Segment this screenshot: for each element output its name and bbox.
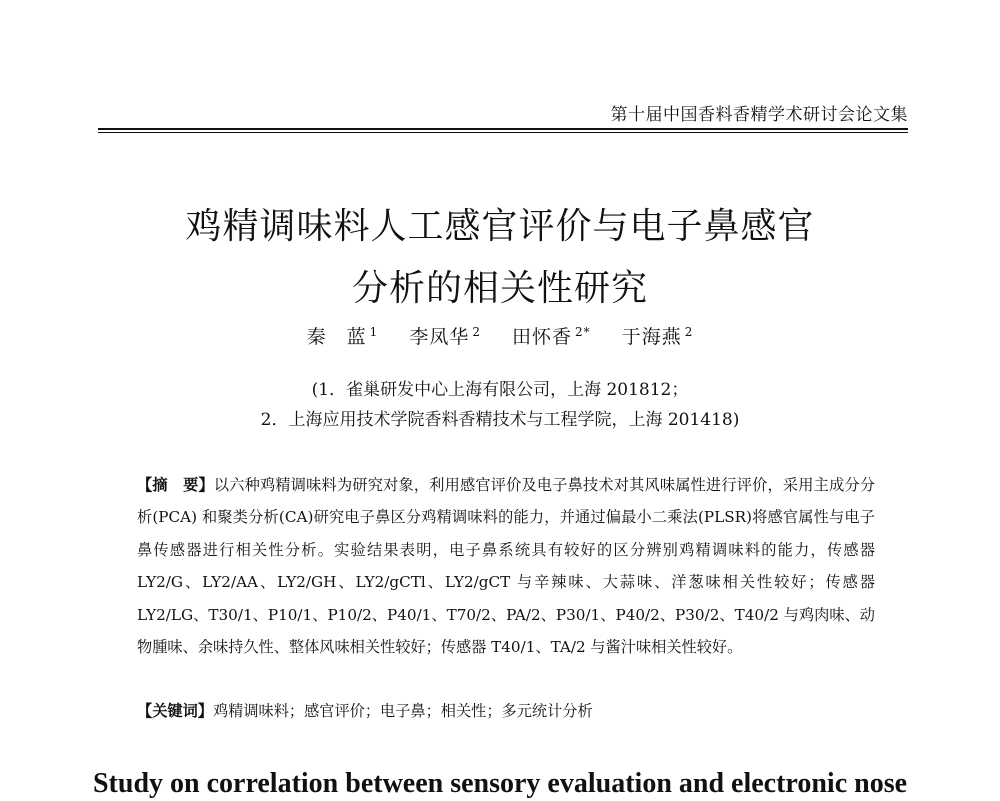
author-list bbox=[0, 322, 1000, 349]
author: 秦 蓝 $^1$ bbox=[306, 324, 379, 348]
author: 田怀香 $^{2*}$ bbox=[512, 324, 591, 348]
journal-header: 第十届中国香料香精学术研讨会论文集 bbox=[610, 105, 908, 125]
paper-title-line-1: 鸡精调味料人工感官评价与电子鼻感官 bbox=[185, 206, 815, 247]
header-rule bbox=[98, 128, 908, 130]
author: 李凤华 $^2$ bbox=[409, 324, 481, 348]
keywords bbox=[137, 700, 875, 721]
abstract-label: 【摘 要】 bbox=[137, 476, 214, 494]
author: 于海燕 $^2$ bbox=[621, 324, 694, 348]
keywords-label: 【关键词】 bbox=[137, 702, 213, 720]
paper-title-line-2: 分析的相关性研究 bbox=[351, 268, 648, 309]
abstract-text: 以六种鸡精调味料为研究对象，利用感官评价及电子鼻技术对其风味属性进行评价，采用主成分分析(PCA) 和聚类分析(CA)研究电子鼻区分鸡精调味料的能力，并通过偏最小二乘法(PLSR)将感官属性与电子鼻传感器进行相关性分析。实验结果表明，电子鼻系统具有较好的区分辨别鸡精调味料的能力，传感器 LY2/G、LY2/AA、LY2/GH、LY2/gCTl、LY2/gCT 与辛辣味、大蒜味、洋葱味相关性较好；传感器 LY2/LG、T30/1、P10/1、P10/2、P40/1、T70/2、PA/2、P30/1、P40/2、P30/2、T40/2 与鸡肉味、动物腫味、余味持久性、整体风味相关性较好；传感器 T40/1、TA/2 与酱汁味相关性较好。 bbox=[137, 476, 876, 657]
english-title: Study on correlation between sensory evaluation and electronic nose bbox=[92, 768, 908, 799]
abstract bbox=[137, 469, 875, 663]
affiliation-1: (1．雀巢研发中心上海有限公司，上海 201812； bbox=[311, 380, 689, 400]
keywords-text: 鸡精调味料；感官评价；电子鼻；相关性；多元统计分析 bbox=[212, 702, 593, 720]
affiliation-2: 2．上海应用技术学院香料香精技术与工程学院，上海 201418) bbox=[260, 410, 740, 430]
header-rule-thin bbox=[98, 132, 908, 133]
